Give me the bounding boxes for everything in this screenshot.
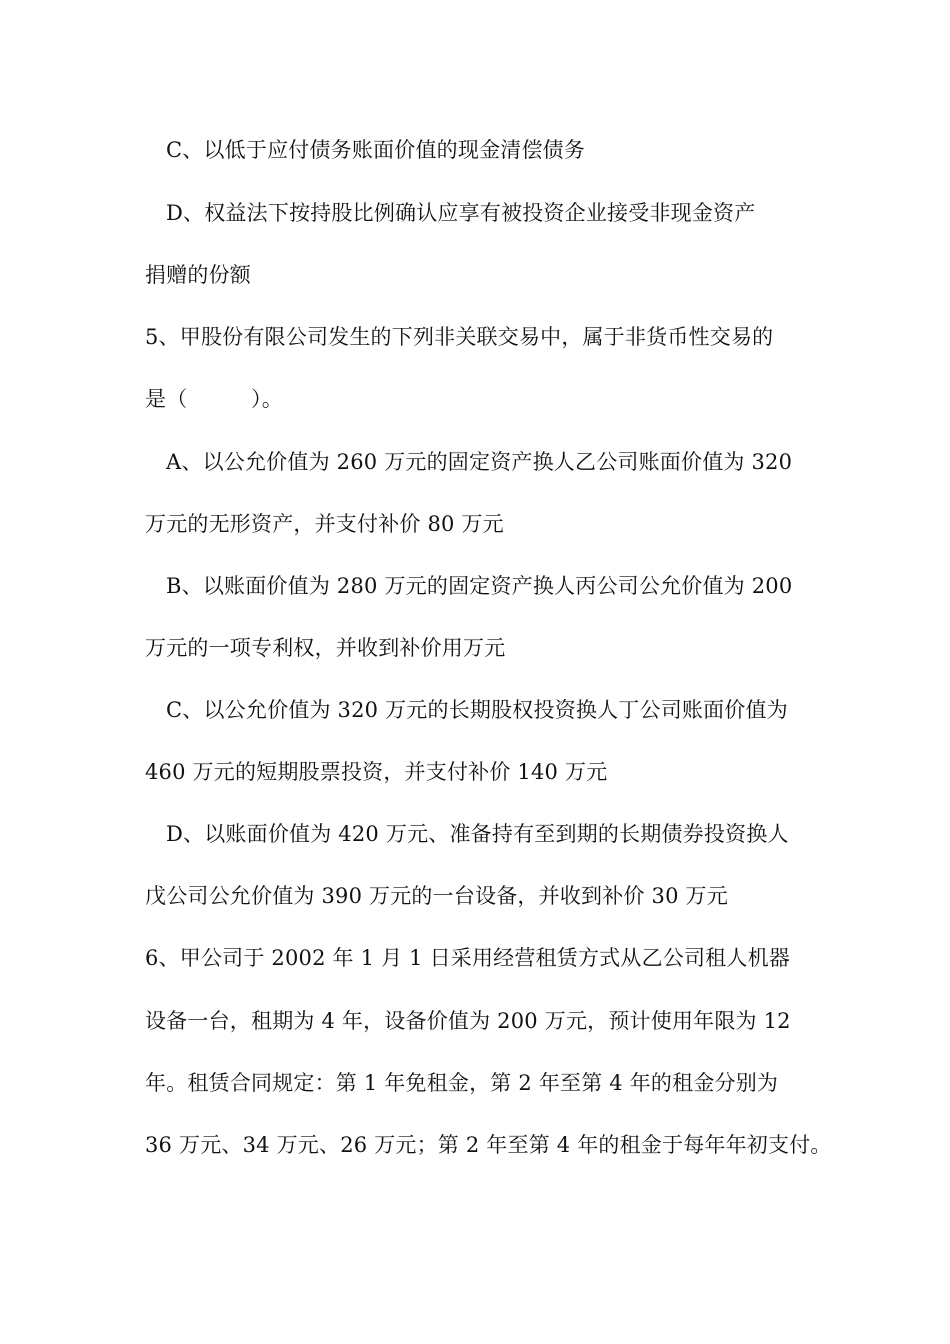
q5-option-d-line-1: D、以账面价值为 420 万元、准备持有至到期的长期债券投资换人: [166, 822, 789, 846]
q5-option-b-line-1: B、以账面价值为 280 万元的固定资产换人丙公司公允价值为 200: [166, 574, 793, 598]
q5-option-b-line-2: 万元的一项专利权，并收到补价用万元: [145, 636, 506, 660]
option-c-line: C、以低于应付债务账面价值的现金清偿债务: [166, 138, 586, 162]
question-6-line-3: 年。租赁合同规定：第 1 年免租金，第 2 年至第 4 年的租金分别为: [145, 1071, 779, 1095]
q5-option-c-line-1: C、以公允价值为 320 万元的长期股权投资换人丁公司账面价值为: [166, 698, 788, 722]
q5-option-c-line-2: 460 万元的短期股票投资，并支付补价 140 万元: [145, 760, 608, 784]
q5-option-a-line-1: A、以公允价值为 260 万元的固定资产换人乙公司账面价值为 320: [166, 450, 793, 474]
option-d-line-1: D、权益法下按持股比例确认应享有被投资企业接受非现金资产: [166, 201, 756, 225]
question-6-line-4: 36 万元、34 万元、26 万元；第 2 年至第 4 年的租金于每年年初支付。: [145, 1133, 832, 1157]
q5-option-a-line-2: 万元的无形资产，并支付补价 80 万元: [145, 512, 504, 536]
question-6-line-1: 6、甲公司于 2002 年 1 月 1 日采用经营租赁方式从乙公司租人机器: [145, 946, 790, 970]
question-5-line-2: 是（ ）。: [145, 387, 283, 411]
option-d-line-2: 捐赠的份额: [145, 263, 251, 287]
q5-option-d-line-2: 戊公司公允价值为 390 万元的一台设备，并收到补价 30 万元: [145, 884, 728, 908]
question-5-line-1: 5、甲股份有限公司发生的下列非关联交易中，属于非货币性交易的: [145, 325, 774, 349]
question-6-line-2: 设备一台，租期为 4 年，设备价值为 200 万元，预计使用年限为 12: [145, 1009, 791, 1033]
